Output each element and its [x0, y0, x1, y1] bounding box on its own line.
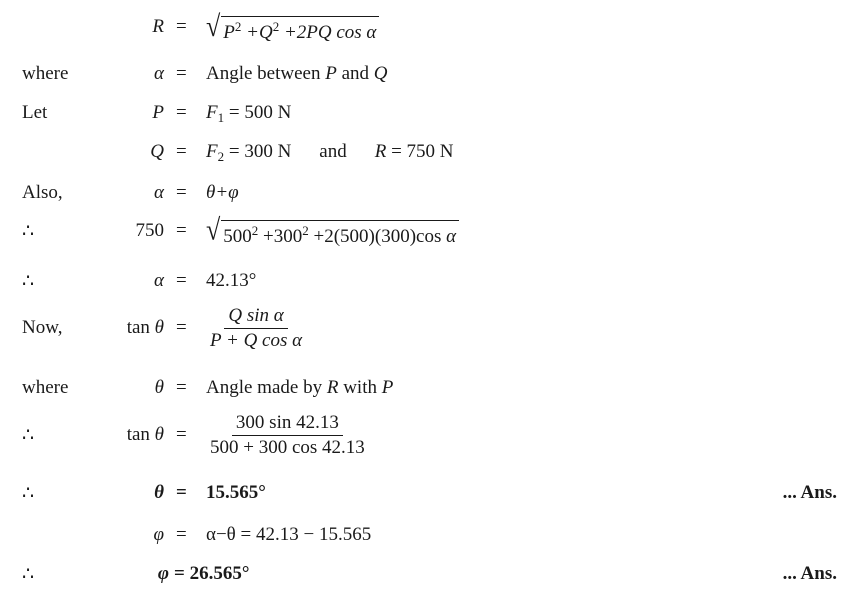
therefore-symbol: ∴	[22, 271, 35, 292]
fraction	[206, 305, 306, 352]
rhs: α−θ = 42.13 − 15.565	[206, 524, 372, 545]
equation-alpha-sum	[0, 182, 857, 216]
equals-sign: =	[176, 482, 187, 503]
therefore-symbol: ∴	[22, 483, 35, 504]
rhs: $F_1 = 500$ N	[206, 102, 292, 125]
denominator: P + Q cos α	[210, 330, 303, 351]
equation-phi-result	[0, 563, 857, 597]
equation-resultant-formula	[0, 9, 857, 50]
rhs	[206, 9, 379, 44]
row-label: Now,	[22, 317, 63, 338]
equals-sign: =	[176, 182, 187, 203]
equals-sign: =	[176, 102, 187, 123]
lhs: α	[154, 270, 164, 291]
rhs: 15.565°	[206, 482, 266, 503]
equation-p-value	[0, 102, 857, 136]
square-root: √ $500^2 +300^2 +2(500)(300)\cos$ α	[206, 220, 459, 248]
equation-alpha-definition	[0, 63, 857, 97]
equals-sign: =	[176, 16, 187, 37]
equation-theta-definition	[0, 377, 857, 411]
equals-sign: =	[176, 220, 187, 241]
equals-sign: =	[176, 63, 187, 84]
lhs: θ	[154, 377, 164, 398]
rhs: Angle between P and Q	[206, 63, 388, 84]
equals-sign: =	[176, 141, 187, 162]
therefore-symbol: ∴	[22, 564, 35, 585]
rhs: 42.13°	[206, 270, 257, 291]
equation-alpha-result	[0, 270, 857, 304]
lhs: α	[154, 182, 164, 203]
therefore-symbol: ∴	[22, 425, 35, 446]
rhs: $F_2 = 300$ N and R = 750 N	[206, 141, 454, 164]
row-label: where	[22, 377, 69, 398]
lhs: θ	[154, 482, 164, 503]
equation-tan-theta-substitution	[0, 412, 857, 468]
equation-q-r-values	[0, 141, 857, 175]
fraction	[206, 412, 369, 459]
equals-sign: =	[176, 424, 187, 445]
equation-substitution	[0, 213, 857, 254]
equals-sign: =	[176, 317, 187, 338]
lhs: P	[152, 102, 164, 123]
equation-theta-result	[0, 482, 857, 516]
numerator: Q sin α	[224, 305, 287, 329]
answer-marker: ... Ans.	[782, 482, 837, 503]
row-label: where	[22, 63, 69, 84]
equals-sign: =	[176, 524, 187, 545]
equation-tan-theta-formula	[0, 305, 857, 361]
therefore-symbol: ∴	[22, 221, 35, 242]
rhs: Angle made by R with P	[206, 377, 394, 398]
equation-phi-difference	[0, 524, 857, 558]
lhs: α	[154, 63, 164, 84]
numerator: 300 sin 42.13	[232, 412, 343, 436]
row-label: Let	[22, 102, 48, 123]
rhs	[206, 213, 459, 248]
lhs: tan θ	[126, 424, 164, 445]
lhs: Q	[150, 141, 164, 162]
answer-marker: ... Ans.	[782, 563, 837, 584]
equals-sign: =	[176, 377, 187, 398]
row-label: Also,	[22, 182, 63, 203]
rhs: θ+φ	[206, 182, 239, 203]
lhs: φ	[157, 563, 169, 584]
lhs: R	[152, 16, 164, 37]
denominator: 500 + 300 cos 42.13	[210, 437, 365, 458]
lhs: tan θ	[126, 317, 164, 338]
equals-sign: =	[176, 270, 187, 291]
square-root: √ $P^2 +Q^2 +2PQ$ cos α	[206, 16, 379, 44]
lhs: 750	[135, 220, 164, 241]
lhs: φ	[153, 524, 164, 545]
rhs: = 26.565°	[174, 563, 250, 584]
